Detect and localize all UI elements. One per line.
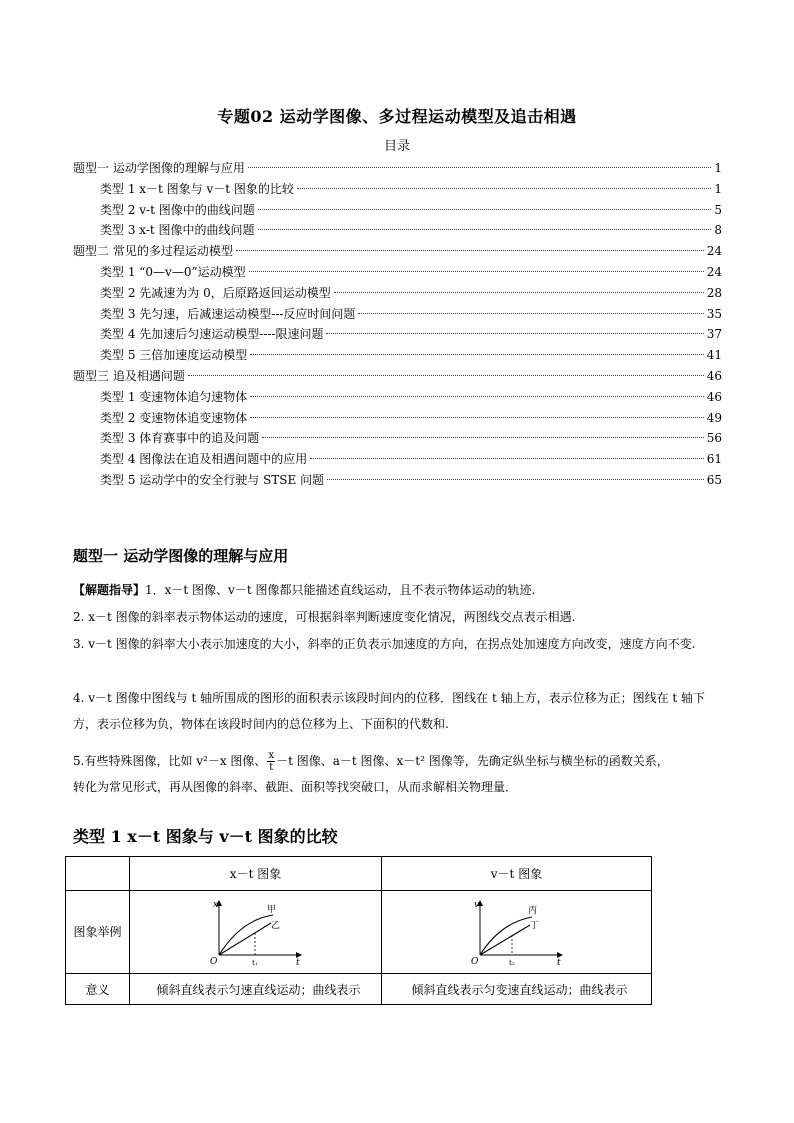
toc-leader-dots [297, 188, 711, 189]
y-axis-label: v [473, 899, 479, 910]
toc-page-number: 37 [706, 327, 722, 342]
toc-entry[interactable] [73, 241, 722, 262]
toc-entry-text: 类型 3 体育赛事中的追及问题 [100, 431, 260, 446]
curve-label-jia: 甲 [266, 904, 276, 915]
toc-entry[interactable] [73, 179, 722, 200]
vt-graph-cell [382, 891, 652, 974]
toc-leader-dots [250, 354, 703, 355]
row-label-example: 图象举例 [66, 891, 130, 974]
table-row [66, 857, 652, 891]
toc-entry-text: 题型一 运动学图像的理解与应用 [73, 161, 245, 175]
toc-entry[interactable] [73, 345, 722, 366]
header-vt: v－t 图象 [382, 857, 652, 891]
toc-leader-dots [258, 209, 712, 210]
toc-page-number: 61 [706, 452, 722, 467]
toc-entry-text: 类型 1 变速物体追匀速物体 [100, 389, 248, 404]
toc-entry[interactable] [73, 366, 722, 387]
curve-ding [480, 925, 530, 955]
meaning-vt: 倾斜直线表示匀变速直线运动；曲线表示 [382, 974, 652, 1005]
toc-leader-dots [358, 313, 703, 314]
table-row [66, 891, 652, 974]
guide-paragraph-2: 2. x－t 图像的斜率表示物体运动的速度，可根据斜率判断速度变化情况，两图线交点表示相遇. [73, 610, 576, 624]
toc-leader-dots [250, 417, 703, 418]
toc-entry-text: 类型 4 先加速后匀速运动模型----限速问题 [100, 327, 324, 342]
toc-leader-dots [327, 479, 704, 480]
y-axis-label: x [212, 899, 218, 910]
toc-entry[interactable] [73, 304, 722, 325]
toc-leader-dots [249, 271, 704, 272]
guide-paragraph-3: 3. v－t 图像的斜率大小表示加速度的大小，斜率的正负表示加速度的方向，在拐点处加速度方向改变，速度方向不变. [73, 637, 696, 651]
meaning-xt: 倾斜直线表示匀速直线运动；曲线表示 [130, 974, 382, 1005]
section-title: 题型一 运动学图像的理解与应用 [73, 547, 289, 565]
toc-entry[interactable] [73, 220, 722, 241]
toc-entry-text: 类型 3 x-t 图像中的曲线问题 [100, 223, 255, 238]
fraction-x-over-t: $\frac{x}{t}$ [268, 750, 275, 773]
curve-label-yi: 乙 [270, 920, 280, 931]
guide-paragraph-1: 【解题指导】1．x－t 图像、v－t 图像都只能描述直线运动，且不表示物体运动的轨迹. [73, 583, 536, 597]
toc-entry-text: 类型 5 运动学中的安全行驶与 STSE 问题 [100, 472, 325, 487]
x-axis-label: t [295, 957, 300, 967]
toc-entry[interactable] [73, 428, 722, 449]
toc-entry[interactable] [73, 200, 722, 221]
toc-entry-text: 类型 2 v-t 图像中的曲线问题 [100, 202, 255, 217]
toc-entry[interactable] [73, 470, 722, 491]
table-corner-cell [66, 857, 130, 891]
toc-page-number: 46 [706, 389, 722, 404]
toc-entry-text: 类型 2 变速物体追变速物体 [100, 410, 248, 425]
toc-page-number: 5 [714, 202, 722, 217]
toc-page-number: 49 [706, 410, 722, 425]
toc-leader-dots [248, 167, 712, 168]
toc-leader-dots [258, 229, 712, 230]
toc-entry-text: 类型 3 先匀速，后减速运动模型---反应时间问题 [100, 306, 356, 321]
guide-paragraph-4: 4. v－t 图像中图线与 t 轴所围成的图形的面积表示该段时间内的位移．图线在 t 轴上方，表示位移为正；图线在 t 轴下方，表示位移为负，物体在该段时间内的总位移为上、下面积的代数和. [73, 691, 706, 731]
toc-page-number: 65 [706, 472, 722, 487]
curve-label-bing: 丙 [527, 905, 537, 916]
toc-entry[interactable] [73, 324, 722, 345]
comparison-table [65, 856, 652, 1005]
tick-label: t₂ [508, 958, 515, 967]
toc-leader-dots [236, 250, 704, 251]
tick-label: t₁ [251, 958, 258, 967]
toc-page-number: 35 [706, 306, 722, 321]
toc-entry-text: 类型 5 三倍加速度运动模型 [100, 348, 248, 363]
toc-leader-dots [262, 437, 703, 438]
toc-page-number: 46 [706, 368, 722, 383]
header-xt: x－t 图象 [130, 857, 382, 891]
x-axis-label: t [556, 957, 561, 967]
curve-jia [219, 915, 273, 955]
toc-entry-text: 类型 4 图像法在追及相遇问题中的应用 [100, 452, 308, 467]
toc-leader-dots [250, 396, 703, 397]
subsection-title: 类型 1 x－t 图象与 v－t 图象的比较 [73, 827, 338, 846]
toc-page-number: 1 [714, 161, 722, 175]
toc-page-number: 1 [714, 181, 722, 196]
toc-page-number: 41 [706, 348, 722, 363]
table-row [66, 974, 652, 1005]
toc-heading: 目录 [383, 139, 410, 154]
toc-page-number: 28 [706, 285, 722, 300]
page-title: 专题02 运动学图像、多过程运动模型及追击相遇 [217, 107, 577, 126]
toc-leader-dots [334, 292, 704, 293]
toc-entry[interactable] [73, 408, 722, 429]
toc-entry-text: 类型 1 x－t 图象与 v－t 图象的比较 [100, 181, 294, 196]
toc-page-number: 24 [706, 264, 722, 279]
table-of-contents [73, 158, 722, 491]
toc-entry[interactable] [73, 387, 722, 408]
toc-entry-text: 题型二 常见的多过程运动模型 [73, 244, 233, 259]
curve-bing [480, 917, 532, 955]
xt-graph-cell [130, 891, 382, 974]
toc-entry[interactable] [73, 449, 722, 470]
origin-label: O [209, 956, 217, 967]
toc-entry[interactable] [73, 262, 722, 283]
origin-label: O [470, 956, 478, 967]
guide-paragraph-5: 5.有些特殊图像，比如 v²－x 图像、 $\frac{x}{t}$ －t 图像、a－t 图像、x－t² 图像等，先确定纵坐标与横坐标的函数关系， 转化为常见形式，再从图像的斜率、截距、面积等找突破口，从而求解相关物理量． [73, 750, 669, 794]
toc-entry[interactable] [73, 283, 722, 304]
guide-label: 【解题指导】 [73, 583, 146, 597]
curve-label-ding: 丁 [529, 920, 539, 931]
toc-entry[interactable] [73, 158, 722, 179]
toc-leader-dots [188, 375, 704, 376]
curve-yi [219, 923, 271, 955]
toc-page-number: 56 [706, 431, 722, 446]
toc-page-number: 24 [706, 244, 722, 259]
toc-leader-dots [310, 458, 703, 459]
toc-entry-text: 类型 1 “0—v—0”运动模型 [100, 264, 246, 279]
row-label-meaning: 意义 [66, 974, 130, 1005]
toc-leader-dots [326, 333, 703, 334]
vt-graph [462, 895, 572, 967]
toc-entry-text: 题型三 追及相遇问题 [73, 368, 185, 383]
toc-page-number: 8 [714, 223, 722, 238]
xt-graph [201, 895, 311, 967]
toc-entry-text: 类型 2 先减速为为 0，后原路返回运动模型 [100, 285, 331, 300]
